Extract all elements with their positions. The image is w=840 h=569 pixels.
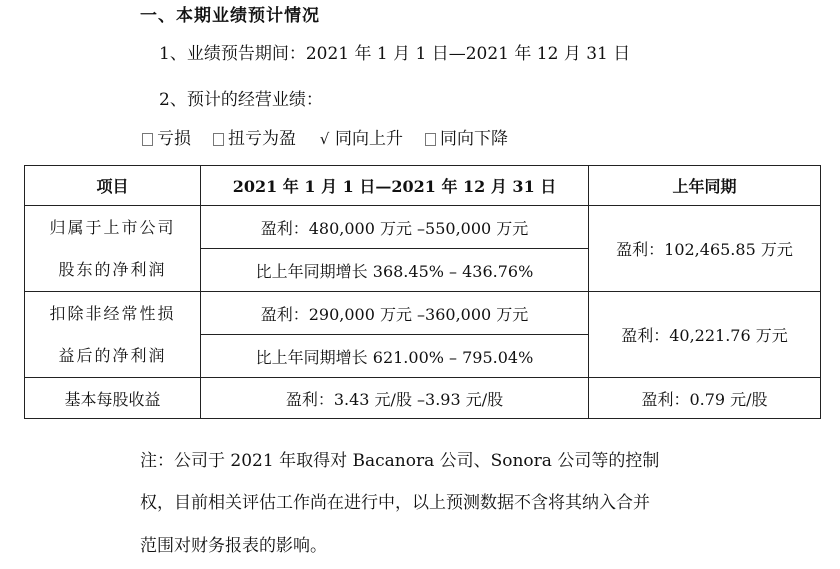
row-item-net-profit	[25, 206, 201, 292]
note-line-1: 注：公司于 2021 年取得对 Bacanora 公司、Sonora 公司等的控制	[140, 451, 660, 471]
current-eps: 盈利：3.43 元/股 –3.93 元/股	[201, 378, 589, 419]
prior-value: 盈利：40,221.76 万元	[589, 292, 821, 378]
prior-eps: 盈利：0.79 元/股	[589, 378, 821, 419]
prior-value: 盈利：102,465.85 万元	[589, 206, 821, 292]
table-row	[25, 292, 821, 335]
item-line: 股东的净利润	[58, 259, 167, 279]
option-turnaround[interactable]	[213, 127, 296, 151]
forecast-period: 1、业绩预告期间：2021 年 1 月 1 日—2021 年 12 月 31 日	[159, 44, 631, 64]
current-growth: 比上年同期增长 368.45% – 436.76%	[201, 249, 589, 292]
table-row	[25, 378, 821, 419]
header-item: 项目	[25, 166, 201, 206]
current-growth: 比上年同期增长 621.00% – 795.04%	[201, 335, 589, 378]
table-row	[25, 206, 821, 249]
option-increase[interactable]	[318, 127, 403, 151]
header-current-period: 2021 年 1 月 1 日—2021 年 12 月 31 日	[201, 166, 589, 206]
checkbox-empty-icon[interactable]	[213, 133, 224, 146]
header-prior-period: 上年同期	[589, 166, 821, 206]
table-header-row	[25, 166, 821, 206]
section-heading: 一、本期业绩预计情况	[140, 6, 320, 26]
current-range: 盈利：480,000 万元 –550,000 万元	[201, 206, 589, 249]
option-label: 扭亏为盈	[228, 129, 296, 149]
row-item-deducted-net-profit	[25, 292, 201, 378]
option-decrease[interactable]	[425, 127, 508, 151]
row-item-eps: 基本每股收益	[25, 378, 201, 419]
result-type-options	[142, 127, 508, 151]
option-label: 同向上升	[335, 129, 403, 149]
option-label: 亏损	[157, 129, 191, 149]
check-mark-icon[interactable]: √	[319, 130, 330, 148]
current-range: 盈利：290,000 万元 –360,000 万元	[201, 292, 589, 335]
checkbox-empty-icon[interactable]	[142, 133, 153, 146]
option-loss[interactable]	[142, 127, 191, 151]
item-line: 扣除非经常性损	[49, 303, 176, 323]
checkbox-empty-icon[interactable]	[425, 133, 436, 146]
note-line-3: 范围对财务报表的影响。	[140, 536, 327, 556]
note-line-2: 权，目前相关评估工作尚在进行中，以上预测数据不含将其纳入合并	[140, 493, 650, 513]
option-label: 同向下降	[440, 129, 508, 149]
performance-forecast-table	[24, 165, 821, 419]
item-line: 归属于上市公司	[49, 217, 176, 237]
item-line: 益后的净利润	[58, 345, 167, 365]
expected-results-label: 2、预计的经营业绩：	[159, 90, 323, 110]
